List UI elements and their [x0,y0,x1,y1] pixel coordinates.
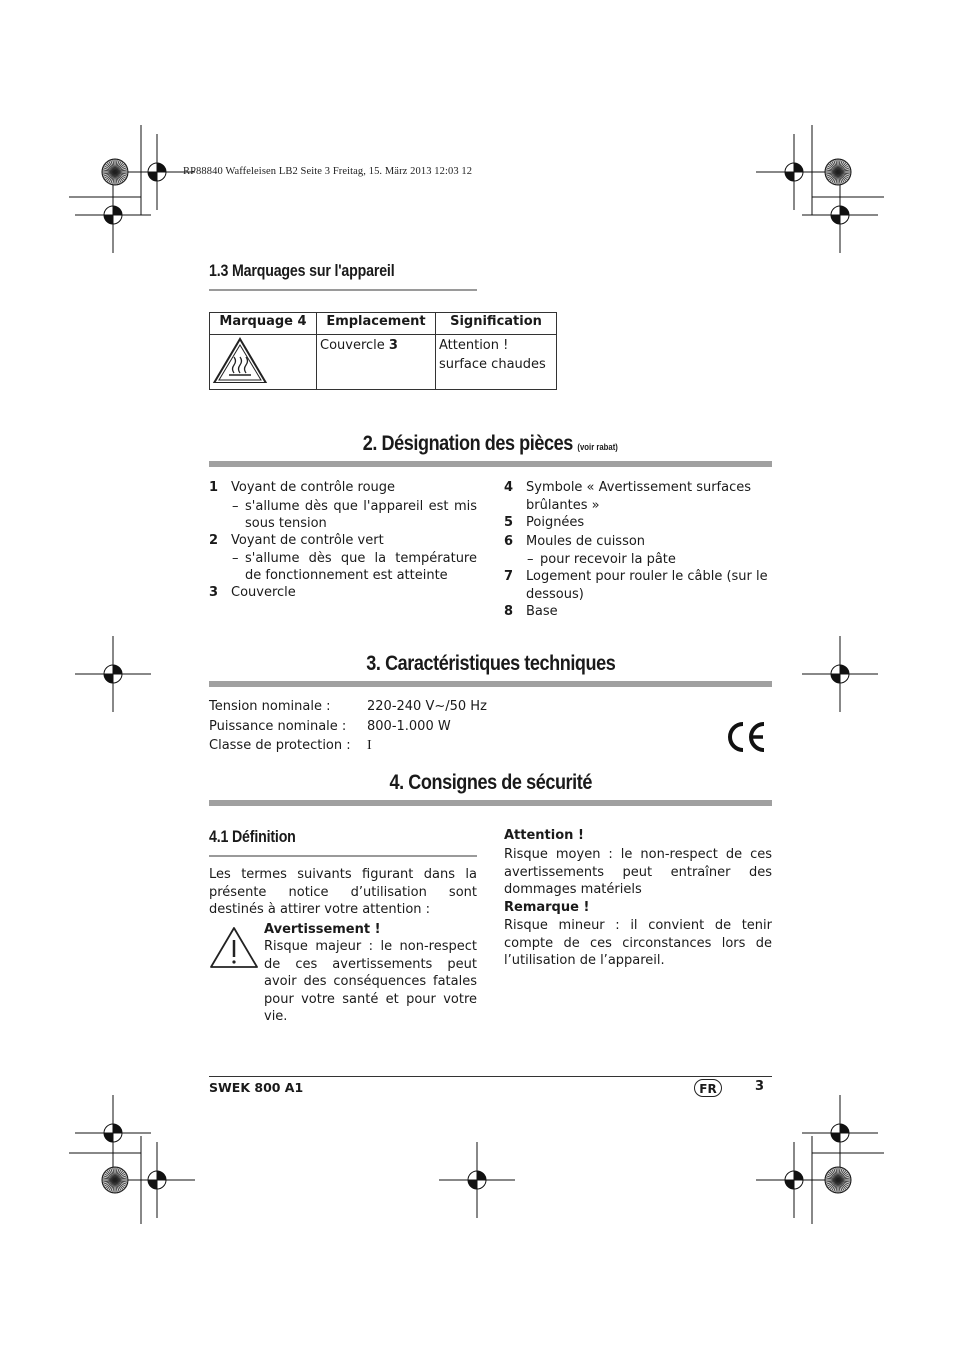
list-item: 4 Symbole « Avertissement surfaces brûlantes » [504,480,752,513]
remark-heading: Remarque ! [504,900,590,915]
attention-heading: Attention ! [504,828,584,843]
list-item: 6 Moules de cuisson [504,533,646,549]
registration-mark-left-upper [75,177,151,253]
ce-mark-icon [724,721,768,753]
markings-table [209,312,557,390]
language-badge: FR [694,1079,722,1097]
section-4-rule [209,800,772,806]
list-item-sub: – s'allume dès que l'appareil est mis sous tension [232,498,477,531]
list-item: 1 Voyant de contrôle rouge [209,480,396,495]
registration-mark-right-upper [802,177,878,253]
section-4-1-title: 4.1 Définition [209,828,296,846]
spec-row: Classe de protection : I [209,738,372,753]
registration-mark-right-lower [802,1095,878,1171]
markings-table-header [210,313,557,335]
section-4-title: 4. Consignes de sécurité [389,771,592,794]
section-3-title: 3. Caractéristiques techniques [365,652,616,675]
registration-mark-right-middle [802,636,878,712]
list-item: 8 Base [504,604,558,619]
spec-row: Puissance nominale : 800-1.000 W [209,718,451,734]
symbol-cell [210,335,317,390]
definition-intro: Les termes suivants figurant dans la présente notice d’utilisation sont destinés à attirer votre attention : [209,867,477,917]
list-item: 2 Voyant de contrôle vert [209,532,384,548]
section-2-rule [209,461,772,467]
parts-list-left [209,479,477,603]
meaning-cell: Attention ! surface chaudes [436,335,557,390]
parts-list-right [504,479,772,622]
section-1-3-rule [209,289,477,291]
footer-model: SWEK 800 A1 [209,1080,304,1095]
attention-text: Risque moyen : le non-respect de ces avertissements peut entraîner des dommages matériels [504,847,772,897]
table-row [210,335,557,390]
location-cell: Couvercle 3 [317,335,436,390]
hot-surface-warning-icon [212,337,268,383]
section-1-3-title: 1.3 Marquages sur l'appareil [209,262,395,280]
section-2-note: (voir rabat) [577,442,619,452]
color-wheel-top-left [102,159,128,185]
list-item-sub: – pour recevoir la pâte [527,552,676,567]
print-info: RP88840 Waffeleisen LB2 Seite 3 Freitag, 15. März 2013 12:03 12 [183,166,473,177]
warning-heading: Avertissement ! [264,922,381,937]
registration-mark-left-middle [75,636,151,712]
list-item: 7 Logement pour rouler le câble (sur le dessous) [504,569,768,602]
list-item-sub: – s'allume dès que la température de fonctionnement est atteinte [232,551,477,583]
color-wheel-top-right [825,159,851,185]
spec-list [209,697,487,756]
section-3-rule [209,681,772,687]
list-item: 3 Couvercle [209,585,296,600]
warning-text: Risque majeur : le non-respect de ces avertissements peut avoir des conséquences fatales pour votre santé et pour votre vie. [264,939,477,1024]
page-number: 3 [755,1079,765,1094]
color-wheel-bottom-left [102,1167,128,1193]
section-4-1-rule [209,855,477,857]
footer-rule [209,1076,772,1077]
spec-row: Tension nominale : 220-240 V~/50 Hz [209,699,487,714]
header-marking: Marquage 4 [210,313,317,335]
header-meaning: Signification [436,313,557,335]
registration-mark-top-right [756,134,832,210]
header-location: Emplacement [317,313,436,335]
color-wheel-bottom-right [825,1167,851,1193]
registration-mark-bottom-center [439,1142,515,1218]
registration-mark-left-lower [75,1095,151,1171]
section-2-title: 2. Désignation des pièces (voir rabat) [362,432,619,455]
list-item: 5 Poignées [504,515,585,530]
warning-triangle-icon [209,925,259,969]
remark-text: Risque mineur : il convient de tenir compte de ces circonstances lors de l’utilisation de l’appareil. [504,918,772,968]
